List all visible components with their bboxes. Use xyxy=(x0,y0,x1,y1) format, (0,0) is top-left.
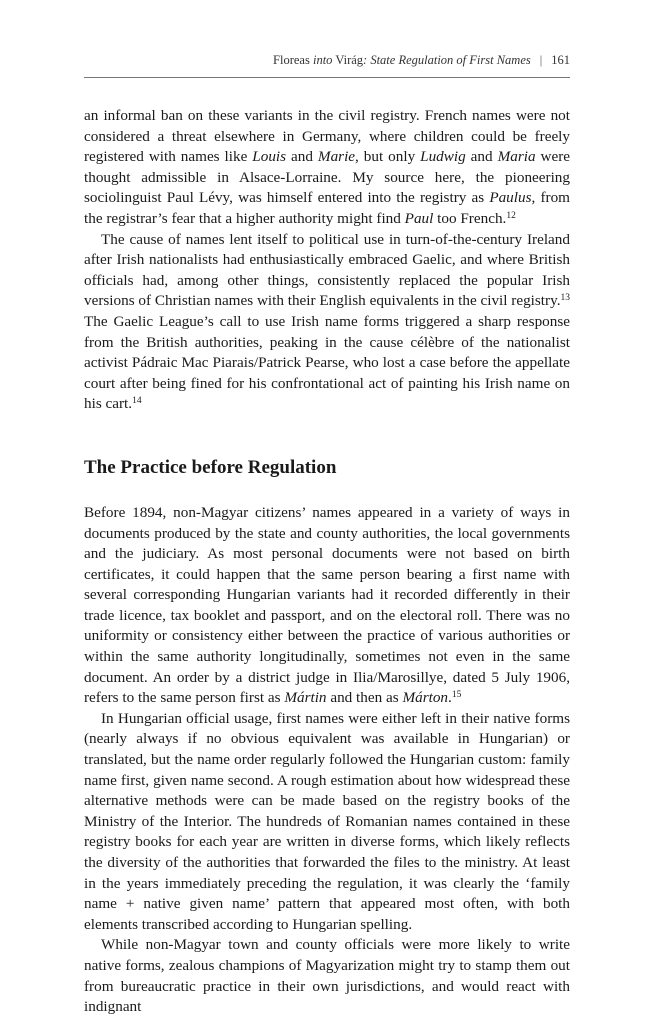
running-head-separator: | xyxy=(539,53,543,67)
section-heading: The Practice before Regulation xyxy=(84,456,337,478)
footnote-ref: 12 xyxy=(506,210,516,221)
main-text xyxy=(84,106,570,1018)
paragraph-4: In Hungarian official usage, first names were either left in their native forms (nearly always if no obvious equivalent was available in Hungarian) or translated, but the name order regularly followed the Hungarian custom: family name first, given name second. A rough estimation about how widespread these alternative methods were can be made based on the registry books of the Ministry of the Interior. The hundreds of Romanian names contained in these registry books for each year are written in diverse forms, which likely reflects the diversity of the authorities that forwarded the files to the ministry. At least in the years immediately preceding the regulation, it was clearly the ‘family name + native given name’ pattern that appeared most often, with both elements transcribed according to Hungarian spelling. xyxy=(84,709,570,933)
footnote-ref: 13 xyxy=(560,293,570,304)
footnote-ref: 15 xyxy=(451,690,462,701)
footnote-ref: 14 xyxy=(132,396,142,407)
paragraph-3: Before 1894, non-Magyar citizens’ names appeared in a variety of ways in documents produced by the state and county authorities, the local governments and the judiciary. As most personal documents were not based on birth certificates, it could happen that the same person bearing a first name with several corresponding Hungarian variants had it recorded differently in their trade licence, tax booklet and passport, and on the electoral roll. There was no uniformity or consistency either between the practice of various authorities or within the same authority longitudinally, sometimes not even in the same document. An order by a district judge in Ilia/Marosillye, dated 5 July 1906, refers to the same person first as Mártin and then as Márton.$^{15}$ xyxy=(84,503,570,707)
paragraph-5: While non-Magyar town and county officials were more likely to write native forms, zealous champions of Magyarization might try to stamp them out from bureaucratic practice in their own jurisdictions, and would react with indignant xyxy=(84,936,570,1016)
running-head xyxy=(84,53,570,68)
running-head-title: Floreas into Virág: State Regulation of First Names xyxy=(273,53,531,67)
page-number: 161 xyxy=(551,53,570,67)
paragraph-2: The cause of names lent itself to political use in turn-of-the-century Ireland after Irish nationalists had enthusiastically embraced Gaelic, and where British officials had, among other things, consistently replaced the popular Irish versions of Christian names with their English equivalents in the civil registry.$^{13}$ The Gaelic League’s call to use Irish name forms triggered a sharp response from the British authorities, peaking in the cause célèbre of the nationalist activist Pádraic Mac Piarais/Patrick Pearse, who lost a case before the appellate court after being fined for his confrontational act of painting his Irish name on his cart.$^{14}$ xyxy=(84,230,570,413)
paragraph-1: an informal ban on these variants in the civil registry. French names were not considered a threat elsewhere in Germany, where children could be freely registered with names like Louis and Marie, but only Ludwig and Maria were thought admissible in Alsace-Lorraine. My source here, the pioneering sociolinguist Paul Lévy, was himself entered into the registry as Paulus, from the registrar’s fear that a higher authority might find Paul too French.$^{12}$ xyxy=(84,107,571,227)
header-rule xyxy=(84,77,570,78)
